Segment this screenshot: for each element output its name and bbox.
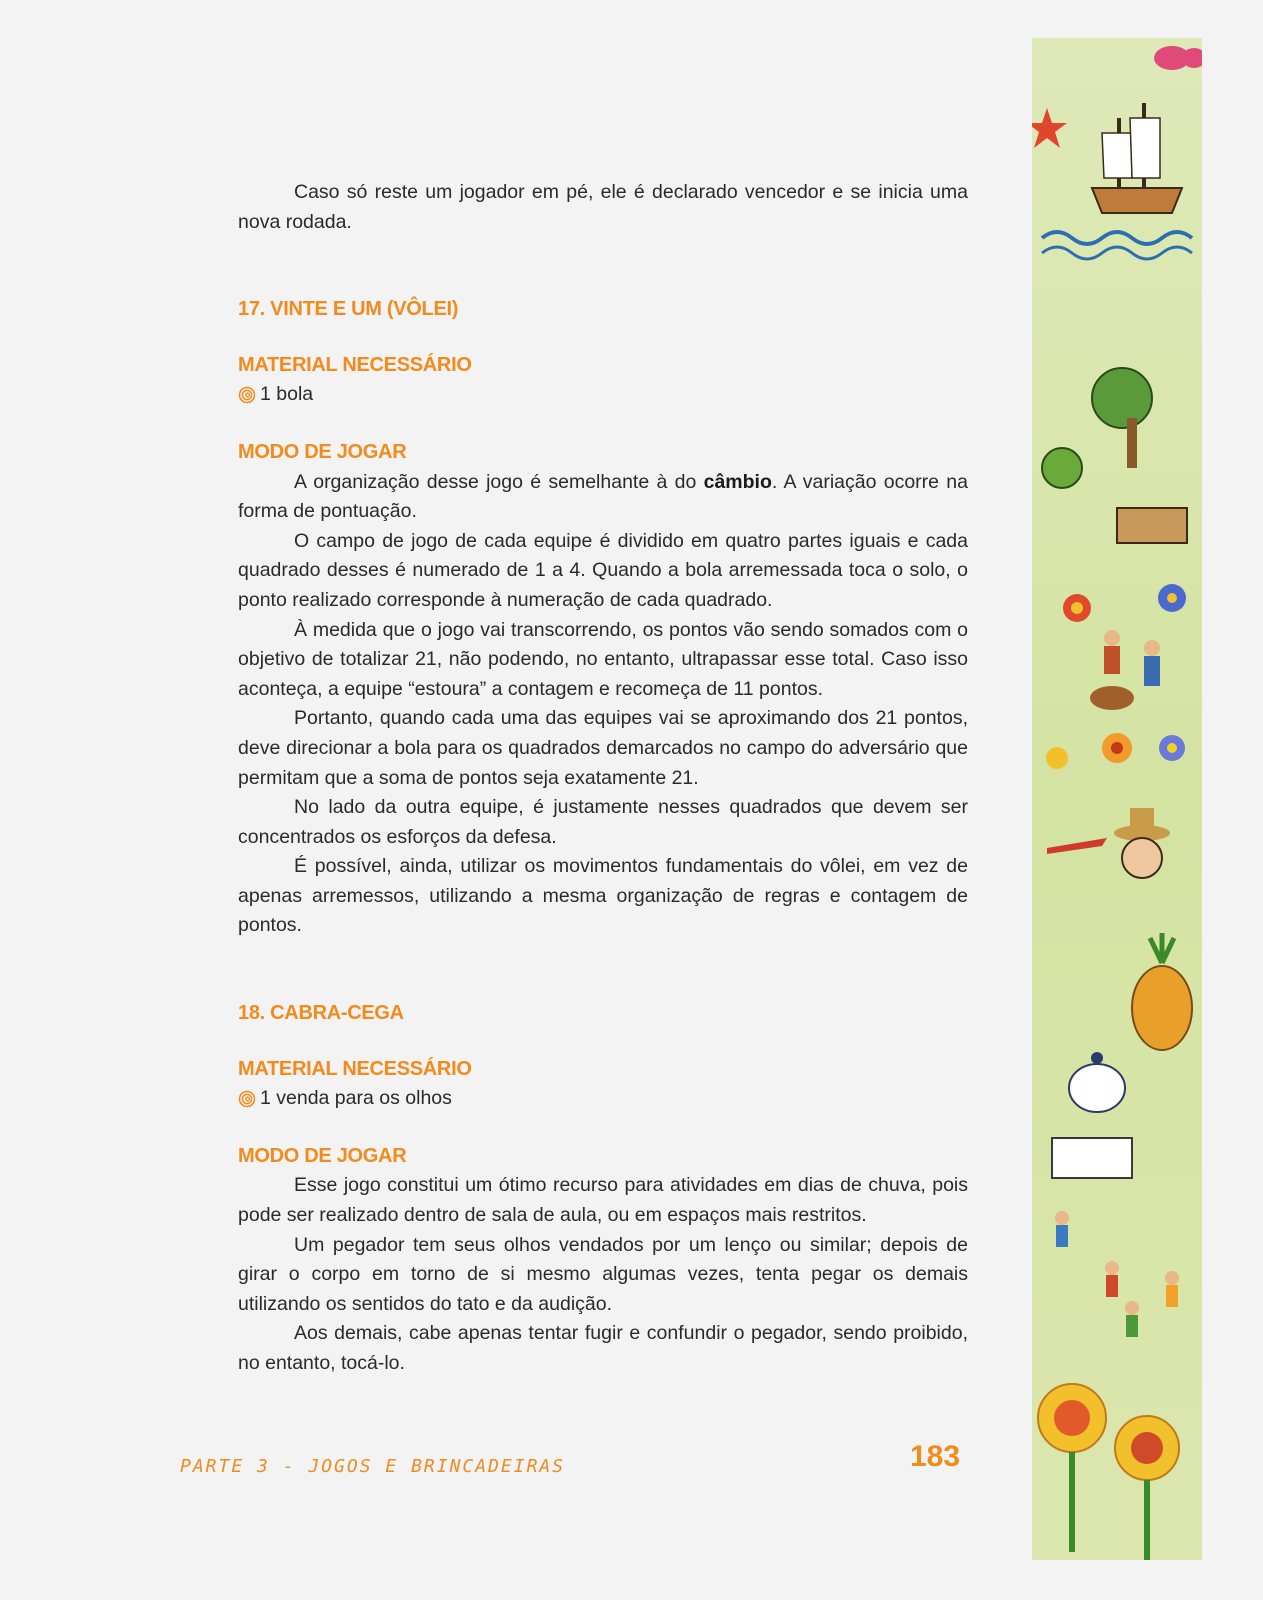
- book-icon: [1052, 1138, 1132, 1178]
- keyword-cambio: câmbio: [703, 470, 772, 493]
- paragraph: À medida que o jogo vai transcorrendo, os pontos vão sendo somados com o objetivo de totalizar 21, não podendo, no entanto, ultrapassar esse total. Caso isso aconteça, a equipe “estoura” a contagem e recomeça de 11 pontos.: [238, 618, 968, 700]
- section-title-cabra-cega: 18. CABRA-CEGA: [238, 1002, 404, 1025]
- spiral-bullet-icon: [238, 386, 256, 404]
- material-item-label: 1 venda para os olhos: [260, 1087, 452, 1110]
- section-title-vinte-e-um: 17. VINTE E UM (VÔLEI): [238, 298, 459, 321]
- main-text: [238, 178, 968, 1379]
- paragraph: Um pegador tem seus olhos vendados por um lenço ou similar; depois de girar o corpo em torno de si mesmo algumas vezes, tenta pegar os demais utilizando os sentidos do tato e da audição.: [238, 1233, 968, 1315]
- material-item: [238, 1084, 968, 1114]
- material-heading: MATERIAL NECESSÁRIO: [238, 1057, 472, 1080]
- paragraph: No lado da outra equipe, é justamente nesses quadrados que devem ser concentrados os esforços da defesa.: [238, 796, 968, 848]
- decorative-illustration-border: [1032, 38, 1202, 1560]
- material-heading: MATERIAL NECESSÁRIO: [238, 353, 472, 376]
- paragraph: Portanto, quando cada uma das equipes vai se aproximando dos 21 pontos, deve direcionar a bola para os quadrados demarcados no campo do adversário que permitam que a soma de pontos seja exatamente 21.: [238, 707, 968, 789]
- material-item-label: 1 bola: [260, 383, 314, 406]
- spiral-bullet-icon: [238, 1090, 256, 1108]
- paragraph: É possível, ainda, utilizar os movimentos fundamentais do vôlei, em vez de apenas arremessos, utilizando a mesma organização de regras e contagem de pontos.: [238, 855, 968, 937]
- mode-heading: MODO DE JOGAR: [238, 440, 407, 463]
- paragraph: O campo de jogo de cada equipe é dividido em quatro partes iguais e cada quadrado desses é numerado de 1 a 4. Quando a bola arremessada toca o solo, o ponto realizado corresponde à numeração de cada quadrado.: [238, 529, 968, 611]
- paragraph: Aos demais, cabe apenas tentar fugir e confundir o pegador, sendo proibido, no entanto, tocá-lo.: [238, 1322, 968, 1374]
- paragraph: [238, 468, 968, 527]
- butterfly-icon: [1154, 46, 1202, 70]
- text-run: A organização desse jogo é semelhante à do: [294, 470, 704, 493]
- truck-icon: [1117, 508, 1187, 543]
- page-number: 183: [910, 1440, 961, 1473]
- paragraph: Esse jogo constitui um ótimo recurso para atividades em dias de chuva, pois pode ser realizado dentro de sala de aula, ou em espaços mais restritos.: [238, 1174, 968, 1227]
- intro-paragraph: Caso só reste um jogador em pé, ele é declarado vencedor e se inicia uma nova rodada.: [238, 181, 968, 233]
- running-head: PARTE 3 - JOGOS E BRINCADEIRAS: [180, 1456, 566, 1477]
- mode-heading: MODO DE JOGAR: [238, 1144, 407, 1167]
- material-item: [238, 380, 968, 410]
- text-run: . A variação ocorre na forma de pontuação.: [238, 470, 968, 523]
